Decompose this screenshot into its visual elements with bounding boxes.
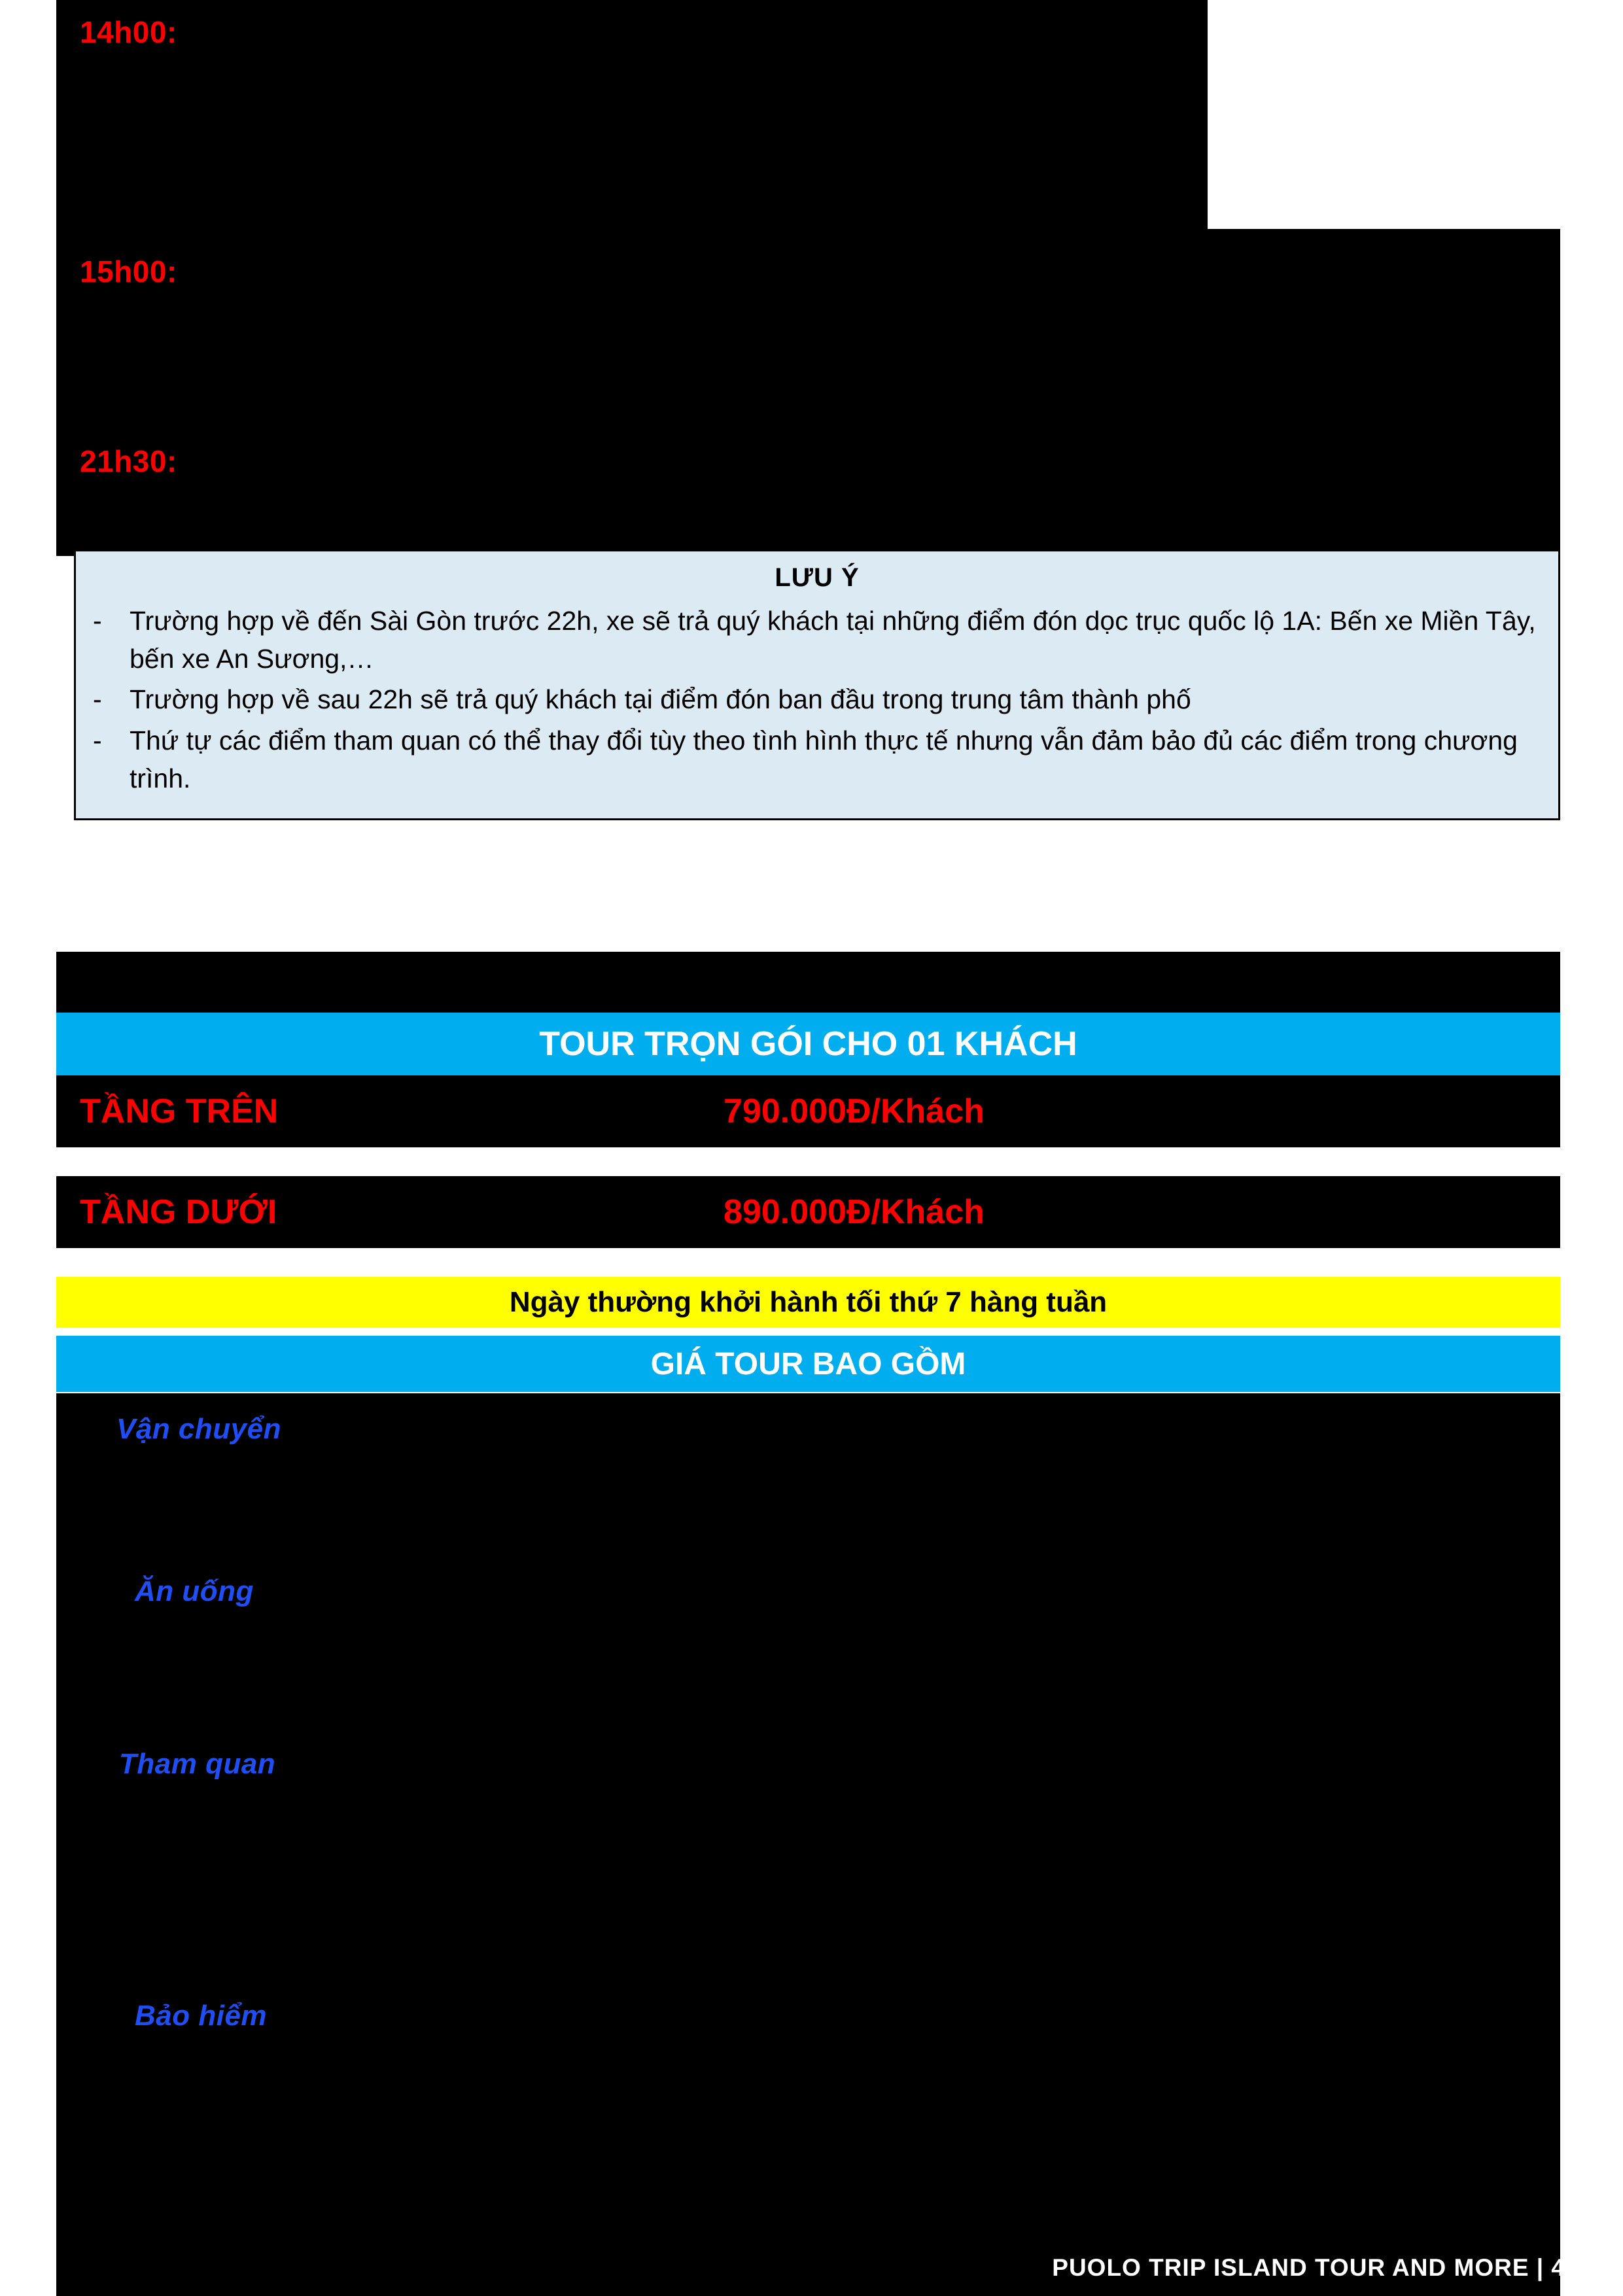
note-item-text: Trường hợp về sau 22h sẽ trả quý khách tại điểm đón ban đầu trong trung tâm thành phố (130, 684, 1191, 715)
package-heading-text: TOUR TRỌN GÓI CHO 01 KHÁCH (539, 1025, 1077, 1063)
price-row-lower-deck-value: 890.000Đ/Khách (724, 1193, 985, 1231)
content-block-mid (56, 229, 1560, 556)
price-row-lower-deck-label: TẦNG DƯỚI (80, 1193, 277, 1231)
schedule-time-1-value: 14h00 (80, 15, 167, 49)
page-footer: PUOLO TRIP ISLAND TOUR AND MORE | 4 (1052, 2254, 1565, 2281)
schedule-time-2 (80, 254, 177, 289)
note-bullet-marker: - (93, 725, 102, 756)
include-category-insurance: Bảo hiểm (135, 2000, 268, 2032)
note-item (93, 602, 1541, 678)
departure-note-banner (56, 1277, 1560, 1328)
package-heading-banner (56, 1013, 1560, 1075)
include-category-sightseeing: Tham quan (119, 1748, 276, 1780)
include-category-transport: Vận chuyển (116, 1413, 281, 1445)
departure-note-text: Ngày thường khởi hành tối thứ 7 hàng tuần (509, 1286, 1108, 1318)
schedule-time-2-separator: : (166, 254, 177, 288)
schedule-time-1-separator: : (166, 15, 177, 49)
note-item-text: Thứ tự các điểm tham quan có thể thay đổi tùy theo tình hình thực tế nhưng vẫn đảm bảo đủ các điểm trong chương trình. (130, 725, 1518, 793)
schedule-time-3 (80, 444, 177, 479)
note-box-list (93, 602, 1541, 797)
includes-heading-text: GIÁ TOUR BAO GỒM (650, 1346, 966, 1382)
note-box (74, 549, 1560, 820)
note-bullet-marker: - (93, 684, 102, 715)
content-block-between-note-and-banner (56, 952, 1560, 1017)
note-item (93, 722, 1541, 797)
note-box-title: LƯU Ý (775, 563, 860, 592)
price-row-upper-deck-label: TẦNG TRÊN (80, 1092, 279, 1130)
price-row-upper-deck-value: 790.000Đ/Khách (724, 1092, 985, 1130)
include-category-meals: Ăn uống (135, 1575, 254, 1607)
schedule-time-3-value: 21h30 (80, 444, 167, 478)
price-row-upper-deck (56, 1075, 1560, 1147)
content-block-upper (56, 0, 1208, 229)
schedule-time-3-separator: : (166, 444, 177, 478)
note-item (93, 680, 1541, 718)
includes-heading-banner (56, 1336, 1560, 1392)
note-bullet-marker: - (93, 606, 102, 636)
schedule-time-1 (80, 14, 177, 50)
schedule-time-2-value: 15h00 (80, 254, 167, 288)
price-row-lower-deck (56, 1176, 1560, 1248)
note-item-text: Trường hợp về đến Sài Gòn trước 22h, xe sẽ trả quý khách tại những điểm đón dọc trục quốc lộ 1A: Bến xe Miền Tây, bến xe An Sương,… (130, 606, 1536, 674)
content-block-includes (56, 1393, 1560, 2250)
